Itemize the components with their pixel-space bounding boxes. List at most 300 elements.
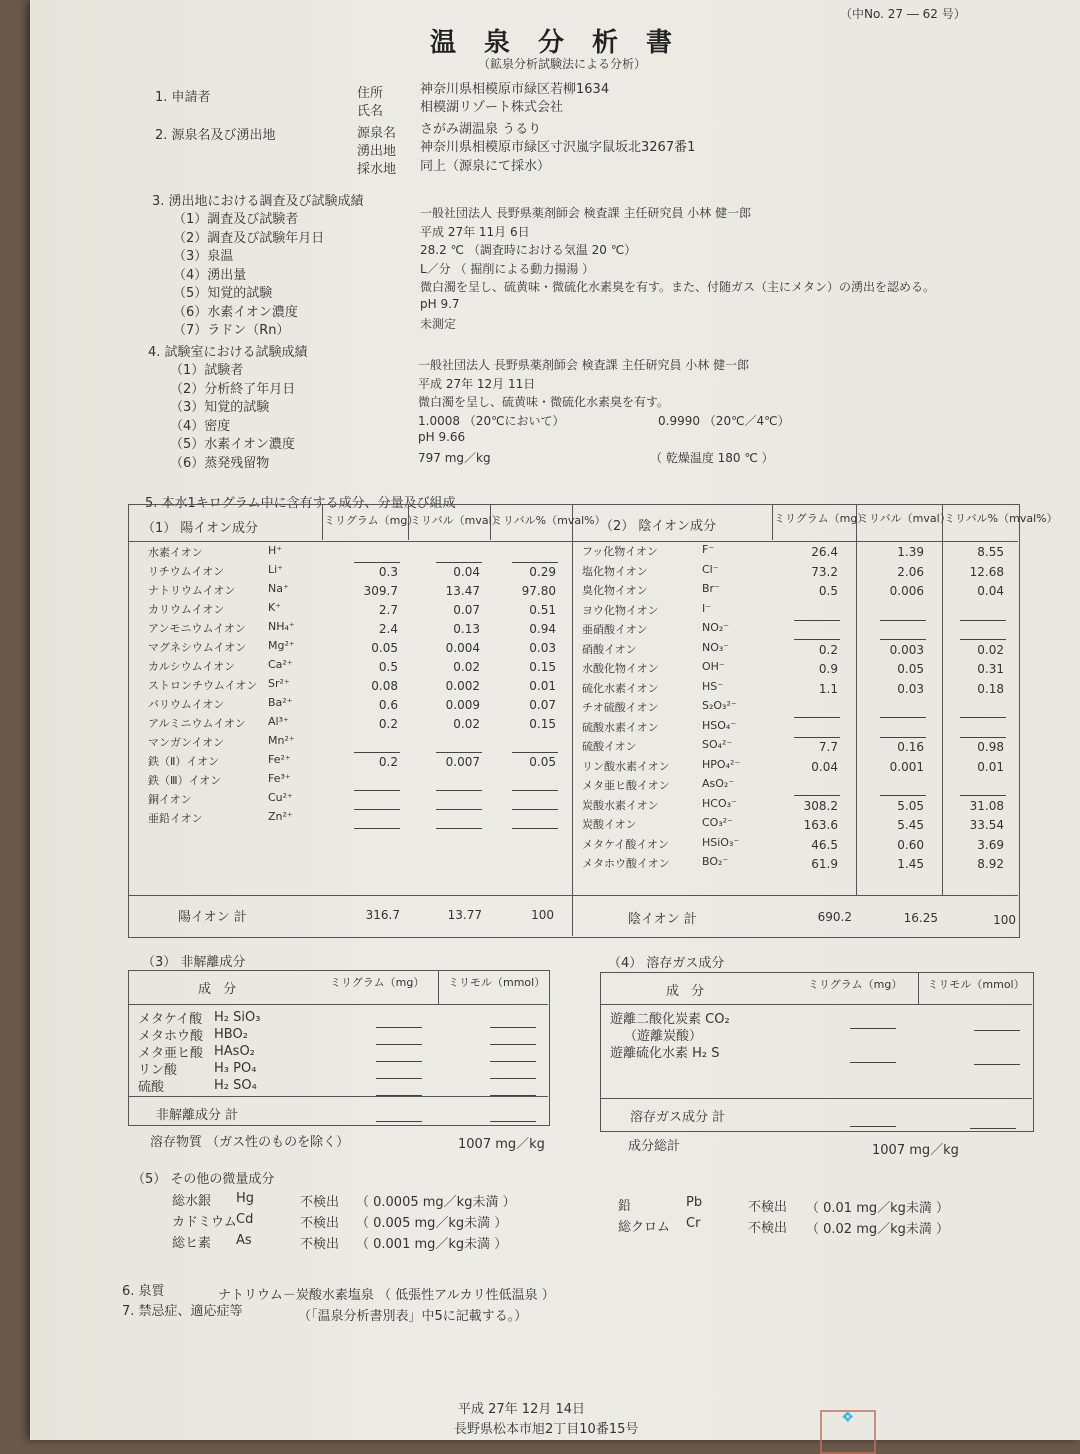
gas-col-mmol: ミリモル（mmol） bbox=[927, 978, 1025, 991]
cation-total-mg: 316.7 bbox=[365, 908, 400, 922]
cation-ion-formula: Ca²⁺ bbox=[268, 658, 293, 671]
nondissociated-name: メタホウ酸 bbox=[138, 1029, 204, 1044]
dash bbox=[794, 639, 840, 640]
cation-ion-formula: Mn²⁺ bbox=[268, 734, 295, 747]
anion-ion-mval: 0.001 bbox=[889, 759, 924, 774]
cation-ion-mg: 0.2 bbox=[378, 717, 398, 731]
anion-ion-name: 硫化水素イオン bbox=[582, 681, 659, 695]
dissolved-value: 1007 mg／kg bbox=[458, 1137, 545, 1152]
cation-ion-mg: 0.08 bbox=[371, 679, 398, 693]
lab-test-label: （3）知覚的試験 bbox=[170, 400, 270, 415]
dash bbox=[354, 809, 400, 810]
anion-ion-pct: 3.69 bbox=[977, 837, 1004, 852]
lab-test-value: 1.0008 （20℃において） bbox=[418, 413, 565, 428]
anion-ion-name: ヨウ化物イオン bbox=[582, 603, 659, 617]
cation-ion-mval: 0.07 bbox=[453, 603, 480, 617]
dash bbox=[960, 620, 1006, 621]
trace-value: （ 0.01 mg／kg未満 ） bbox=[806, 1201, 950, 1216]
anion-ion-pct: 12.68 bbox=[969, 564, 1004, 579]
anion-ion-mval: 0.60 bbox=[897, 837, 924, 852]
trace-name: カドミウム bbox=[172, 1215, 237, 1230]
dash bbox=[880, 795, 926, 796]
dash bbox=[436, 780, 482, 799]
cation-ion-formula: Mg²⁺ bbox=[268, 639, 295, 652]
dash bbox=[960, 795, 1006, 796]
anion-ion-formula: S₂O₃²⁻ bbox=[702, 699, 737, 712]
lab-test-label: （6）蒸発残留物 bbox=[170, 455, 270, 471]
dash bbox=[490, 1095, 536, 1096]
cation-ion-mval: 0.04 bbox=[453, 565, 480, 579]
lab-test-heading: 4. 試験室における試験成績 bbox=[148, 345, 308, 360]
dash bbox=[974, 1064, 1020, 1065]
field-survey-label: （2）調査及び試験年月日 bbox=[173, 230, 325, 246]
dash bbox=[354, 780, 400, 799]
dash bbox=[436, 818, 482, 837]
cation-ion-formula: H⁺ bbox=[268, 544, 283, 557]
anion-ion-name: 硫酸水素イオン bbox=[582, 720, 659, 734]
applicant-name-label: 氏名 bbox=[357, 104, 384, 119]
nondissociated-name: メタケイ酸 bbox=[138, 1012, 203, 1027]
dash bbox=[974, 1030, 1020, 1031]
anion-ion-pct: 0.02 bbox=[977, 642, 1004, 657]
cation-ion-name: 水素イオン bbox=[148, 546, 203, 559]
gas-sub: （遊離炭酸） bbox=[624, 1029, 703, 1044]
applicant-address-label: 住所 bbox=[357, 86, 384, 101]
document-number: （中No. 27 ― 62 号） bbox=[840, 7, 966, 21]
trace-status: 不検出 bbox=[300, 1195, 340, 1210]
dash bbox=[880, 707, 926, 726]
anion-ion-mval: 1.45 bbox=[897, 857, 924, 871]
dash bbox=[794, 737, 840, 738]
trace-name: 総ヒ素 bbox=[172, 1236, 212, 1251]
dash bbox=[436, 799, 482, 818]
cation-ion-mg: 0.3 bbox=[378, 565, 398, 579]
cation-ion-formula: NH₄⁺ bbox=[268, 620, 295, 633]
anion-ion-formula: Br⁻ bbox=[702, 582, 720, 595]
document-subtitle: （鉱泉分析試験法による分析） bbox=[478, 57, 647, 71]
cation-ion-name: バリウムイオン bbox=[148, 698, 225, 711]
cation-heading: （1） 陽イオン成分 bbox=[142, 521, 259, 536]
dash bbox=[490, 1085, 536, 1104]
anion-ion-pct: 8.55 bbox=[977, 545, 1004, 559]
anion-ion-name: 炭酸水素イオン bbox=[582, 798, 659, 812]
anion-ion-mval: 0.003 bbox=[889, 642, 924, 657]
cation-ion-formula: K⁺ bbox=[268, 601, 282, 614]
dash bbox=[436, 752, 482, 753]
dash bbox=[880, 610, 926, 629]
anion-ion-mval: 0.006 bbox=[889, 584, 924, 598]
nondissociated-col-mmol: ミリモル（mmol） bbox=[448, 976, 546, 989]
trace-value: （ 0.005 mg／kg未満 ） bbox=[356, 1216, 508, 1231]
cation-ion-mval: 13.47 bbox=[445, 584, 480, 598]
cation-ion-formula: Fe²⁺ bbox=[268, 753, 291, 766]
cation-ion-formula: Fe³⁺ bbox=[268, 772, 291, 785]
anion-ion-pct: 0.01 bbox=[977, 759, 1004, 774]
components-heading: 5. 本水1キログラム中に含有する成分、分量及び組成 bbox=[145, 496, 456, 511]
source-location-label: 湧出地 bbox=[357, 144, 397, 159]
dash bbox=[354, 828, 400, 829]
dash bbox=[850, 1126, 896, 1127]
cation-ion-mval: 0.004 bbox=[445, 641, 480, 655]
anion-ion-formula: I⁻ bbox=[702, 601, 712, 615]
cation-ion-mval: 0.13 bbox=[453, 622, 480, 636]
dash bbox=[960, 610, 1006, 629]
dash bbox=[512, 562, 558, 563]
nondissociated-col-mg: ミリグラム（mg） bbox=[330, 976, 425, 989]
cation-ion-pct: 0.07 bbox=[529, 698, 556, 712]
dash bbox=[880, 639, 926, 640]
nondissociated-heading: （3） 非解離成分 bbox=[142, 955, 246, 970]
anion-total-label: 陰イオン 計 bbox=[628, 912, 697, 927]
lab-test-value: 微白濁を呈し、硫黄味・微硫化水素臭を有す。 bbox=[418, 395, 670, 409]
field-survey-value: 平成 27年 11月 6日 bbox=[420, 224, 530, 239]
dash bbox=[794, 707, 840, 726]
dash bbox=[970, 1128, 1016, 1129]
anion-ion-name: メタホウ酸イオン bbox=[582, 857, 670, 870]
dash bbox=[794, 717, 840, 718]
cation-ion-mg: 2.7 bbox=[378, 603, 398, 617]
nondissociated-name: リン酸 bbox=[138, 1063, 178, 1078]
anion-ion-pct: 0.04 bbox=[977, 584, 1004, 598]
anion-ion-formula: F⁻ bbox=[702, 543, 715, 556]
anion-ion-name: 亜硝酸イオン bbox=[582, 623, 648, 636]
applicant-heading: 1. 申請者 bbox=[155, 90, 211, 105]
anion-ion-formula: NO₃⁻ bbox=[702, 640, 730, 654]
trace-symbol: As bbox=[236, 1233, 252, 1248]
cation-ion-name: 鉄（Ⅲ）イオン bbox=[148, 774, 222, 787]
anion-ion-formula: AsO₂⁻ bbox=[702, 777, 735, 790]
dash bbox=[880, 737, 926, 738]
dash bbox=[376, 1078, 422, 1079]
anion-ion-mg: 61.9 bbox=[811, 857, 838, 871]
lab-test-value: pH 9.66 bbox=[418, 430, 466, 444]
anion-ion-pct: 8.92 bbox=[977, 857, 1004, 871]
anion-ion-mval: 2.06 bbox=[897, 564, 924, 579]
nondissociated-name: メタ亜ヒ酸 bbox=[138, 1046, 204, 1061]
cation-total-pct: 100 bbox=[531, 908, 554, 922]
field-survey-value: 28.2 ℃ （調査時における気温 20 ℃） bbox=[420, 243, 637, 257]
anion-ion-mg: 0.04 bbox=[811, 759, 838, 774]
seal-stamp: 💠 bbox=[820, 1410, 876, 1454]
dash bbox=[354, 790, 400, 791]
gas-heading: （4） 溶存ガス成分 bbox=[608, 956, 725, 971]
dash bbox=[850, 1052, 896, 1071]
source-sampling-label: 採水地 bbox=[357, 162, 397, 177]
dash bbox=[512, 809, 558, 810]
dash bbox=[436, 828, 482, 829]
lab-test-value: 一般社団法人 長野県薬剤師会 検査課 主任研究員 小林 健一郎 bbox=[418, 358, 750, 372]
cation-ion-formula: Na⁺ bbox=[268, 582, 289, 595]
cation-ion-name: ナトリウムイオン bbox=[148, 584, 236, 597]
anion-ion-pct: 33.54 bbox=[969, 818, 1004, 832]
cation-ion-name: マグネシウムイオン bbox=[148, 641, 247, 654]
anion-ion-pct: 0.18 bbox=[977, 681, 1004, 696]
contraindications-value: （「温泉分析書別表」中5に記載する。） bbox=[298, 1309, 528, 1324]
cation-ion-mval: 0.02 bbox=[453, 660, 480, 674]
anion-total-pct: 100 bbox=[993, 913, 1016, 927]
field-survey-value: 微白濁を呈し、硫黄味・微硫化水素臭を有す。また、付随ガス（主にメタン）の湧出を認める。 bbox=[420, 280, 936, 294]
cation-ion-name: 鉄（Ⅱ）イオン bbox=[148, 755, 220, 768]
anion-ion-formula: OH⁻ bbox=[702, 660, 725, 673]
trace-symbol: Hg bbox=[236, 1191, 255, 1206]
lab-test-label: （2）分析終了年月日 bbox=[170, 381, 296, 397]
cation-ion-mval: 0.02 bbox=[453, 717, 480, 731]
trace-heading: （5） その他の微量成分 bbox=[132, 1172, 275, 1187]
cation-total-label: 陽イオン 計 bbox=[178, 910, 247, 925]
cation-ion-pct: 0.01 bbox=[529, 679, 556, 693]
dash bbox=[512, 752, 558, 753]
trace-status: 不検出 bbox=[300, 1237, 340, 1252]
cation-ion-pct: 0.94 bbox=[529, 622, 556, 636]
anion-ion-mg: 163.6 bbox=[803, 818, 838, 832]
dash bbox=[850, 1018, 896, 1037]
trace-symbol: Pb bbox=[686, 1195, 703, 1210]
cation-ion-pct: 0.29 bbox=[529, 565, 556, 579]
anion-ion-name: 塩化物イオン bbox=[582, 564, 648, 578]
trace-symbol: Cr bbox=[686, 1216, 701, 1231]
lab-test-label: （4）密度 bbox=[170, 418, 231, 434]
analysis-document bbox=[30, 0, 1080, 1440]
cation-ion-mg: 0.5 bbox=[378, 660, 398, 674]
quality-value: ナトリウム－炭酸水素塩泉 （ 低張性アルカリ性低温泉 ） bbox=[218, 1288, 555, 1303]
anion-ion-mg: 0.5 bbox=[818, 584, 838, 598]
dash bbox=[376, 1085, 422, 1104]
source-name-label: 源泉名 bbox=[357, 126, 397, 141]
nondissociated-name: 硫酸 bbox=[138, 1080, 165, 1095]
trace-symbol: Cd bbox=[236, 1212, 254, 1227]
dash bbox=[376, 1121, 422, 1122]
dash bbox=[490, 1044, 536, 1045]
field-survey-label: （4）湧出量 bbox=[173, 267, 247, 283]
field-survey-value: L／分 （ 掘削による動力揚湯 ） bbox=[420, 261, 595, 276]
cation-ion-mg: 309.7 bbox=[363, 584, 398, 598]
nondissociated-formula: H₂ SiO₃ bbox=[214, 1010, 261, 1025]
cation-ion-mval: 0.002 bbox=[445, 679, 480, 693]
applicant-address: 神奈川県相模原市緑区若柳1634 bbox=[420, 82, 610, 97]
dash bbox=[512, 799, 558, 818]
cation-ion-name: リチウムイオン bbox=[148, 565, 225, 578]
dash bbox=[512, 818, 558, 837]
trace-name: 鉛 bbox=[618, 1199, 632, 1214]
dash bbox=[850, 1062, 896, 1063]
anion-ion-name: 硝酸イオン bbox=[582, 642, 637, 656]
anion-ion-name: メタケイ酸イオン bbox=[582, 837, 669, 851]
anion-ion-mg: 7.7 bbox=[818, 740, 838, 754]
anion-ion-mg: 308.2 bbox=[803, 798, 838, 813]
field-survey-heading: 3. 湧出地における調査及び試験成績 bbox=[152, 194, 364, 209]
anion-ion-mg: 46.5 bbox=[811, 837, 838, 852]
dash bbox=[436, 809, 482, 810]
cation-ion-name: カルシウムイオン bbox=[148, 660, 236, 673]
dash bbox=[376, 1027, 422, 1028]
source-sampling: 同上（源泉にて採水） bbox=[420, 159, 551, 174]
anion-ion-name: メタ亜ヒ酸イオン bbox=[582, 779, 670, 792]
dash bbox=[376, 1095, 422, 1096]
quality-label: 6. 泉質 bbox=[122, 1284, 165, 1299]
dash bbox=[974, 1054, 1020, 1073]
cation-ion-mval: 0.007 bbox=[445, 755, 480, 769]
trace-name: 総クロム bbox=[618, 1220, 671, 1235]
dash bbox=[436, 562, 482, 563]
document-title: 温泉分析書 bbox=[430, 28, 701, 58]
dash bbox=[354, 752, 400, 753]
dash bbox=[794, 620, 840, 621]
cation-ion-name: マンガンイオン bbox=[148, 736, 225, 749]
anion-ion-mg: 1.1 bbox=[818, 681, 838, 696]
lab-test-label: （1）試験者 bbox=[170, 363, 244, 378]
anion-ion-mval: 0.16 bbox=[897, 740, 924, 754]
source-heading: 2. 源泉名及び湧出地 bbox=[155, 128, 276, 143]
anion-ion-pct: 31.08 bbox=[969, 798, 1004, 813]
dash bbox=[354, 818, 400, 837]
dash bbox=[490, 1121, 536, 1122]
anion-ion-pct: 0.98 bbox=[977, 740, 1004, 754]
cation-total-mval: 13.77 bbox=[447, 908, 482, 922]
dash bbox=[490, 1078, 536, 1079]
field-survey-value: 一般社団法人 長野県薬剤師会 検査課 主任研究員 小林 健一郎 bbox=[420, 206, 752, 220]
dash bbox=[376, 1044, 422, 1045]
anion-ion-mg: 0.9 bbox=[818, 662, 838, 676]
anion-ion-formula: HCO₃⁻ bbox=[702, 796, 737, 810]
lab-test-label: （5）水素イオン濃度 bbox=[170, 437, 295, 452]
dash bbox=[794, 610, 840, 629]
dissolved-label: 溶存物質 （ガス性のものを除く） bbox=[150, 1135, 350, 1150]
anion-ion-name: チオ硫酸イオン bbox=[582, 701, 659, 714]
cation-ion-formula: Al³⁺ bbox=[268, 715, 289, 728]
anion-col-mg: ミリグラム（mg） bbox=[774, 512, 869, 525]
dash bbox=[376, 1061, 422, 1062]
trace-value: （ 0.02 mg／kg未満 ） bbox=[806, 1222, 950, 1237]
ion-table-header-rule bbox=[128, 541, 1018, 542]
cation-ion-pct: 0.05 bbox=[529, 755, 556, 769]
cation-ion-name: ストロンチウムイオン bbox=[148, 679, 258, 692]
trace-value: （ 0.001 mg／kg未満 ） bbox=[356, 1237, 508, 1252]
anion-ion-formula: BO₂⁻ bbox=[702, 855, 729, 868]
dash bbox=[794, 795, 840, 796]
dash bbox=[490, 1061, 536, 1062]
anion-col-pct: ミリバル%（mval%） bbox=[944, 512, 1058, 525]
field-survey-label: （3）泉温 bbox=[173, 249, 234, 264]
anion-col-mval: ミリバル（mval） bbox=[858, 512, 951, 525]
anion-ion-name: フッ化物イオン bbox=[582, 545, 658, 558]
lab-test-value-extra: 0.9990 （20℃／4℃） bbox=[658, 413, 790, 428]
trace-name: 総水銀 bbox=[172, 1194, 212, 1209]
anion-ion-name: 硫酸イオン bbox=[582, 740, 637, 753]
gas-col-name: 成 分 bbox=[666, 984, 709, 999]
dash bbox=[490, 1027, 536, 1028]
dash bbox=[354, 799, 400, 818]
anion-ion-mval: 1.39 bbox=[897, 545, 924, 559]
trace-value: （ 0.0005 mg／kg未満 ） bbox=[356, 1195, 516, 1210]
cation-ion-mg: 2.4 bbox=[378, 622, 398, 636]
anion-ion-mval: 5.45 bbox=[897, 818, 924, 832]
anion-ion-mg: 73.2 bbox=[811, 564, 838, 579]
trace-status: 不検出 bbox=[748, 1200, 788, 1215]
dash bbox=[850, 1028, 896, 1029]
dash bbox=[354, 562, 400, 563]
anion-ion-mval: 5.05 bbox=[897, 798, 924, 813]
anion-ion-name: 水酸化物イオン bbox=[582, 662, 659, 675]
field-survey-value: pH 9.7 bbox=[420, 296, 460, 311]
nondissociated-col-name: 成 分 bbox=[198, 982, 241, 997]
nondissociated-formula: HBO₂ bbox=[214, 1027, 248, 1042]
cation-ion-mg: 0.2 bbox=[378, 755, 398, 769]
trace-status: 不検出 bbox=[300, 1216, 340, 1231]
ion-table-divider bbox=[572, 504, 573, 936]
dash bbox=[960, 707, 1006, 726]
footer-address: 長野県松本市旭2丁目10番15号 bbox=[454, 1422, 639, 1437]
source-location: 神奈川県相模原市緑区寸沢嵐字鼠坂北3267番1 bbox=[420, 140, 696, 155]
anion-ion-name: リン酸水素イオン bbox=[582, 759, 670, 773]
cation-ion-formula: Sr²⁺ bbox=[268, 677, 290, 690]
field-survey-label: （7）ラドン（Rn） bbox=[173, 323, 290, 338]
cation-ion-formula: Cu²⁺ bbox=[268, 791, 293, 804]
anion-ion-mval: 0.03 bbox=[897, 681, 924, 696]
ion-table-total-rule bbox=[128, 895, 1018, 896]
grand-total-label: 成分総計 bbox=[628, 1139, 681, 1154]
cation-col-mval: ミリバル（mval） bbox=[410, 514, 503, 527]
anion-ion-formula: CO₃²⁻ bbox=[702, 816, 733, 829]
field-survey-label: （5）知覚的試験 bbox=[173, 286, 273, 301]
grand-total-value: 1007 mg／kg bbox=[872, 1143, 959, 1158]
lab-test-value: 平成 27年 12月 11日 bbox=[418, 376, 536, 391]
cation-ion-pct: 97.80 bbox=[521, 584, 556, 598]
cation-ion-mg: 0.05 bbox=[371, 641, 398, 655]
anion-ion-formula: HS⁻ bbox=[702, 679, 724, 693]
dash bbox=[960, 737, 1006, 738]
dash bbox=[512, 828, 558, 829]
anion-heading: （2） 陰イオン成分 bbox=[600, 519, 717, 534]
nondissociated-total-label: 非解離成分 計 bbox=[156, 1108, 239, 1123]
anion-ion-formula: HSO₄⁻ bbox=[702, 718, 737, 732]
lab-test-value-extra: （ 乾燥温度 180 ℃ ） bbox=[650, 450, 774, 465]
cation-ion-formula: Zn²⁺ bbox=[268, 810, 293, 823]
dash bbox=[880, 620, 926, 621]
anion-ion-formula: HSiO₃⁻ bbox=[702, 835, 740, 849]
dash bbox=[436, 790, 482, 791]
footer-date: 平成 27年 12月 14日 bbox=[458, 1402, 586, 1417]
gas-name: 遊離硫化水素 H₂ S bbox=[610, 1046, 720, 1061]
cation-ion-formula: Li⁺ bbox=[268, 563, 283, 576]
dash bbox=[960, 717, 1006, 718]
applicant-name: 相模湖リゾート株式会社 bbox=[420, 100, 564, 115]
dash bbox=[512, 780, 558, 799]
cation-ion-formula: Ba²⁺ bbox=[268, 696, 293, 709]
anion-ion-formula: SO₄²⁻ bbox=[702, 738, 733, 751]
cation-ion-pct: 0.51 bbox=[529, 603, 556, 617]
anion-total-mg: 690.2 bbox=[817, 910, 852, 924]
anion-ion-formula: Cl⁻ bbox=[702, 562, 719, 576]
contraindications-label: 7. 禁忌症、適応症等 bbox=[122, 1304, 243, 1319]
gas-name: 遊離二酸化炭素 CO₂ bbox=[610, 1012, 730, 1027]
cation-ion-mval: 0.009 bbox=[445, 698, 480, 712]
cation-ion-pct: 0.03 bbox=[529, 641, 556, 655]
anion-ion-pct: 0.31 bbox=[977, 662, 1004, 676]
cation-col-mg: ミリグラム（mg） bbox=[324, 514, 419, 527]
dash bbox=[960, 639, 1006, 640]
nondissociated-formula: HAsO₂ bbox=[214, 1044, 255, 1059]
dash bbox=[974, 1020, 1020, 1039]
anion-ion-mg: 26.4 bbox=[811, 545, 838, 559]
cation-ion-name: カリウムイオン bbox=[148, 603, 225, 616]
anion-ion-formula: HPO₄²⁻ bbox=[702, 757, 741, 771]
field-survey-label: （6）水素イオン濃度 bbox=[173, 304, 298, 320]
cation-ion-mg: 0.6 bbox=[378, 698, 398, 712]
field-survey-label: （1）調査及び試験者 bbox=[173, 212, 299, 227]
cation-col-pct: ミリバル%（mval%） bbox=[492, 514, 606, 527]
nondissociated-formula: H₃ PO₄ bbox=[214, 1061, 257, 1076]
anion-ion-mg: 0.2 bbox=[818, 642, 838, 657]
